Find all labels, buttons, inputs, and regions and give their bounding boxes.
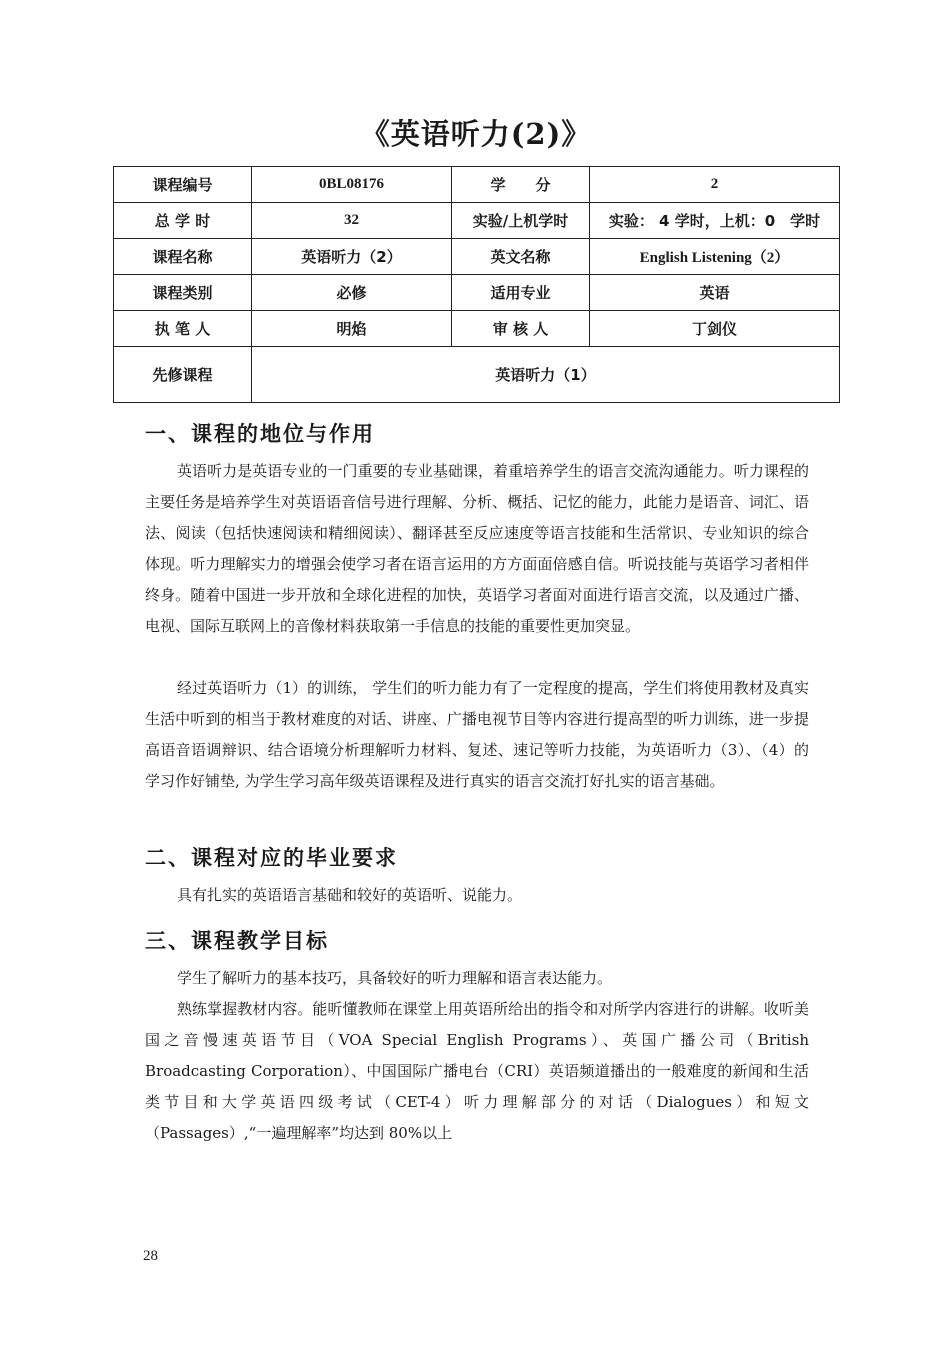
table-cell: 英文名称	[452, 239, 590, 275]
table-cell: 明焰	[252, 311, 452, 347]
table-cell: 丁剑仪	[590, 311, 840, 347]
table-cell: 课程名称	[114, 239, 252, 275]
section-1-paragraph-1: 英语听力是英语专业的一门重要的专业基础课，着重培养学生的语言交流沟通能力。听力课程的主要任务是培养学生对英语语音信号进行理解、分析、概括、记忆的能力，此能力是语音、词汇、语法、阅读（包括快速阅读和精细阅读）、翻译甚至反应速度等语言技能和生活常识、专业知识的综合体现。听力理解实力的增强会使学习者在语言运用的方方面面倍感自信。听说技能与英语学习者相伴终身。随着中国进一步开放和全球化进程的加快，英语学习者面对面进行语言交流，以及通过广播、电视、国际互联网上的音像材料获取第一手信息的技能的重要性更加突显。	[145, 462, 809, 635]
section-3-paragraph-1: 学生了解听力的基本技巧，具备较好的听力理解和语言表达能力。	[177, 969, 613, 987]
section-heading-3: 三、课程教学目标	[145, 929, 329, 953]
table-cell: 执 笔 人	[114, 311, 252, 347]
table-cell: 2	[590, 167, 840, 203]
table-cell: 英语	[590, 275, 840, 311]
table-row	[114, 239, 840, 275]
table-cell: 课程类别	[114, 275, 252, 311]
table-row	[114, 347, 840, 403]
table-cell: 0BL08176	[252, 167, 452, 203]
page-title: 《英语听力(2)》	[360, 117, 592, 151]
course-info-table	[113, 166, 840, 403]
page-number: 28	[143, 1248, 158, 1264]
table-row	[114, 311, 840, 347]
table-cell: 学 分	[452, 167, 590, 203]
table-cell: 必修	[252, 275, 452, 311]
table-row	[114, 275, 840, 311]
section-heading-1: 一、课程的地位与作用	[145, 422, 375, 446]
table-cell: 课程编号	[114, 167, 252, 203]
prereq-value: 英语听力（1）	[252, 347, 840, 403]
table-cell: 实验： 4 学时，上机：0 学时	[590, 203, 840, 239]
table-cell: 实验/上机学时	[452, 203, 590, 239]
section-3-paragraph-2: 熟练掌握教材内容。能听懂教师在课堂上用英语所给出的指令和对所学内容进行的讲解。收听美国之音慢速英语节目（VOA Special English Programs）、英国广播公司（British Broadcasting Corporation）、中国国际广播电台（CRI）英语频道播出的一般难度的新闻和生活类节目和大学英语四级考试（CET-4）听力理解部分的对话（Dialogues）和短文（Passages）,“一遍理解率”均达到 80%以上	[145, 1000, 809, 1142]
section-1-paragraph-2: 经过英语听力（1）的训练， 学生们的听力能力有了一定程度的提高，学生们将使用教材及真实生活中听到的相当于教材难度的对话、讲座、广播电视节目等内容进行提高型的听力训练，进一步提高语音语调辩识、结合语境分析理解听力材料、复述、速记等听力技能，为英语听力（3）、（4）的学习作好铺垫, 为学生学习高年级英语课程及进行真实的语言交流打好扎实的语言基础。	[145, 679, 809, 790]
section-2-paragraph-1: 具有扎实的英语语言基础和较好的英语听、说能力。	[177, 886, 523, 904]
table-cell: 适用专业	[452, 275, 590, 311]
table-cell: 审 核 人	[452, 311, 590, 347]
table-row	[114, 203, 840, 239]
table-row	[114, 167, 840, 203]
table-cell: 英语听力（2）	[252, 239, 452, 275]
prereq-label: 先修课程	[114, 347, 252, 403]
table-cell: 32	[252, 203, 452, 239]
section-heading-2: 二、课程对应的毕业要求	[145, 846, 398, 870]
table-cell: English Listening（2）	[590, 239, 840, 275]
table-cell: 总 学 时	[114, 203, 252, 239]
